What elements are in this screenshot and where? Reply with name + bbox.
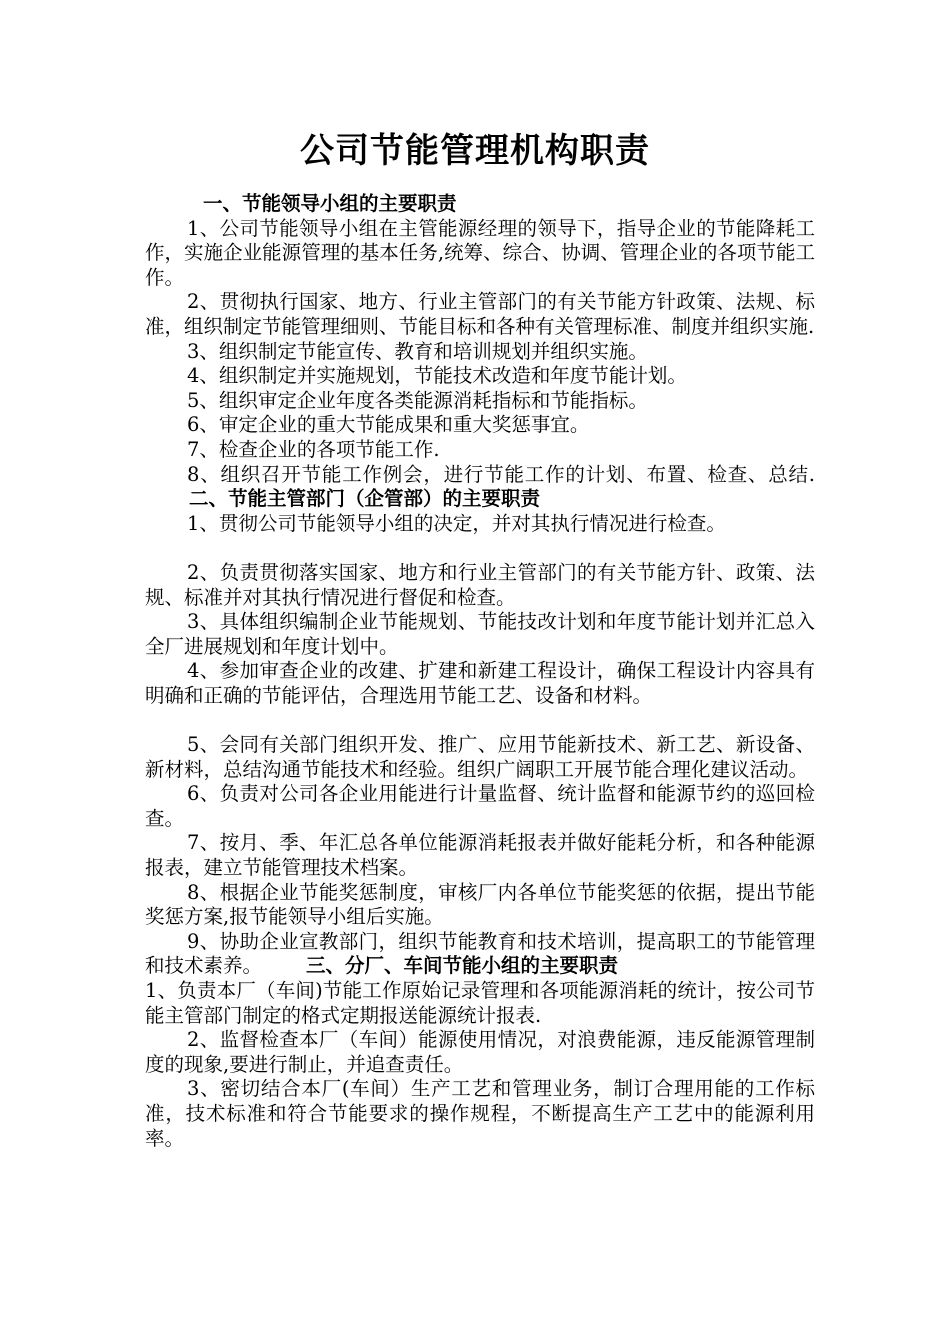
section3-heading: 三、分厂、车间节能小组的主要职责 (306, 954, 619, 978)
section3-item-3: 3、密切结合本厂(车间）生产工艺和管理业务，制订合理用能的工作标准，技术标准和符合节能要求的操作规程，不断提高生产工艺中的能源利用率。 (145, 1077, 815, 1150)
section2-item-5: 5、会同有关部门组织开发、推广、应用节能新技术、新工艺、新设备、新材料，总结沟通节能技术和经验。组织广阔职工开展节能合理化建议活动。 (145, 733, 815, 781)
section1-item-1: 1、公司节能领导小组在主管能源经理的领导下，指导企业的节能降耗工作，实施企业能源管理的基本任务,统筹、综合、协调、管理企业的各项节能工作。 (145, 216, 815, 289)
section3-item-2: 2、监督检查本厂（车间）能源使用情况，对浪费能源，违反能源管理制度的现象,要进行制止，并追查责任。 (145, 1028, 815, 1076)
section3-item-1: 1、负责本厂（车间)节能工作原始记录管理和各项能源消耗的统计，按公司节能主管部门制定的格式定期报送能源统计报表. (145, 979, 815, 1027)
blank-line (145, 536, 815, 561)
section2-item-4: 4、参加审查企业的改建、扩建和新建工程设计，确保工程设计内容具有明确和正确的节能评估，合理选用节能工艺、设备和材料。 (145, 659, 815, 707)
section2-item-9 (145, 930, 815, 979)
section1-heading: 一、节能领导小组的主要职责 (203, 192, 457, 215)
section1-item-7: 7、检查企业的各项节能工作. (187, 437, 440, 461)
page-title: 公司节能管理机构职责 (300, 131, 650, 171)
section2-item-7: 7、按月、季、年汇总各单位能源消耗报表并做好能耗分析，和各种能源报表，建立节能管理技术档案。 (145, 831, 815, 880)
section1-item-8-text: 8、组织召开节能工作例会，进行节能工作的计划、布置、检查、总结. (187, 462, 815, 486)
section1-item-8 (145, 463, 815, 512)
section1-item-4: 4、组织制定并实施规划，节能技术改造和年度节能计划。 (187, 364, 687, 388)
section2-item-6: 6、负责对公司各企业用能进行计量监督、统计监督和能源节约的巡回检查。 (145, 782, 815, 830)
section1-item-6: 6、审定企业的重大节能成果和重大奖惩事宜。 (187, 413, 590, 437)
blank-line (145, 708, 815, 733)
section1-item-2: 2、贯彻执行国家、地方、行业主管部门的有关节能方针政策、法规、标准，组织制定节能管理细则、节能目标和各种有关管理标准、制度并组织实施. (145, 290, 815, 338)
section2-item-1: 1、贯彻公司节能领导小组的决定，并对其执行情况进行检查。 (187, 511, 726, 535)
section2-item-8: 8、根据企业节能奖惩制度，审核厂内各单位节能奖惩的依据，提出节能奖惩方案,报节能领导小组后实施。 (145, 880, 815, 929)
section2-item-2: 2、负责贯彻落实国家、地方和行业主管部门的有关节能方针、政策、法规、标准并对其执行情况进行督促和检查。 (145, 560, 815, 609)
section2-heading: 二、节能主管部门（企管部）的主要职责 (189, 487, 541, 511)
section2-item-9-text: 9、协助企业宣教部门，组织节能教育和技术培训，提高职工的节能管理和技术素养。 (145, 929, 815, 978)
section1-item-3: 3、组织制定节能宣传、教育和培训规划并组织实施。 (187, 339, 648, 363)
section1-item-5: 5、组织审定企业年度各类能源消耗指标和节能指标。 (187, 388, 648, 412)
document-body (145, 192, 815, 1151)
section2-item-3: 3、具体组织编制企业节能规划、节能技改计划和年度节能计划并汇总入全厂进展规划和年度计划中。 (145, 610, 815, 658)
